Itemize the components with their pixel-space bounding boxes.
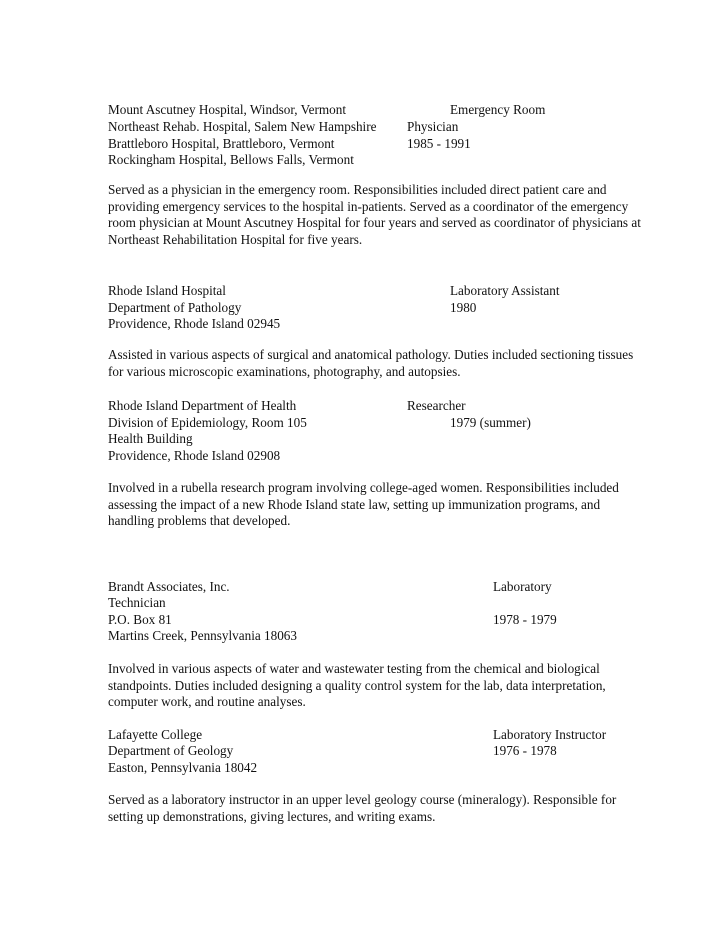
job-3-description: Involved in a rubella research program involving college-aged women. Responsibilities included assessing the impact of a new Rhode Island state law, setting up immunization programs, and handling problems that developed. xyxy=(108,480,619,529)
job-4-title-line-1: Laboratory xyxy=(493,579,552,594)
job-1-dates: 1985 - 1991 xyxy=(407,136,471,151)
job-2-title: Laboratory Assistant xyxy=(450,283,560,298)
job-5-dates: 1976 - 1978 xyxy=(493,743,557,758)
job-2-dates: 1980 xyxy=(450,300,477,315)
job-4-employer-line-1: Brandt Associates, Inc. xyxy=(108,579,230,594)
job-5-description: Served as a laboratory instructor in an upper level geology course (mineralogy). Responsible for setting up demonstrations, giving lectures, and writing exams. xyxy=(108,792,617,824)
job-3-dates: 1979 (summer) xyxy=(450,415,531,430)
job-5-employer-line-3: Easton, Pennsylvania 18042 xyxy=(108,760,258,775)
job-2-employer-line-2: Department of Pathology xyxy=(108,300,242,315)
job-3-employer-line-1: Rhode Island Department of Health xyxy=(108,398,297,413)
job-4-description: Involved in various aspects of water and wastewater testing from the chemical and biological standpoints. Duties included designing a quality control system for the lab, data interpretation, computer work, and routine analyses. xyxy=(108,661,606,710)
job-4-title-line-2: Technician xyxy=(108,595,166,610)
job-4-dates: 1978 - 1979 xyxy=(493,612,557,627)
job-5-employer-line-2: Department of Geology xyxy=(108,743,234,758)
job-1-employer-line-3: Brattleboro Hospital, Brattleboro, Vermont xyxy=(108,136,335,151)
job-4-employer-line-3: Martins Creek, Pennsylvania 18063 xyxy=(108,628,297,643)
job-4-employer-line-2: P.O. Box 81 xyxy=(108,612,172,627)
job-2-employer-line-1: Rhode Island Hospital xyxy=(108,283,226,298)
job-1-employer-line-4: Rockingham Hospital, Bellows Falls, Vermont xyxy=(108,152,354,167)
job-2-employer-line-3: Providence, Rhode Island 02945 xyxy=(108,316,281,331)
job-3-employer-line-2: Division of Epidemiology, Room 105 xyxy=(108,415,307,430)
job-3-title: Researcher xyxy=(407,398,466,413)
job-2-description: Assisted in various aspects of surgical and anatomical pathology. Duties included sectioning tissues for various microscopic examinations, photography, and autopsies. xyxy=(108,347,634,379)
job-1-employer-line-2: Northeast Rehab. Hospital, Salem New Hampshire xyxy=(108,119,377,134)
job-3-employer-line-3: Health Building xyxy=(108,431,193,446)
job-3-employer-line-4: Providence, Rhode Island 02908 xyxy=(108,448,281,463)
job-1-employer-line-1: Mount Ascutney Hospital, Windsor, Vermont xyxy=(108,102,347,117)
job-1-title-line-2: Physician xyxy=(407,119,459,134)
job-5-employer-line-1: Lafayette College xyxy=(108,727,203,742)
job-1-title-line-1: Emergency Room xyxy=(450,102,546,117)
job-5-title: Laboratory Instructor xyxy=(493,727,607,742)
job-1-description: Served as a physician in the emergency room. Responsibilities included direct patient care and providing emergency services to the hospital in-patients. Served as a coordinator of the emergency room physician at Mount Ascutney Hospital for four years and served as coordinator of physicians at Northeast Rehabilitation Hospital for five years. xyxy=(108,182,641,247)
